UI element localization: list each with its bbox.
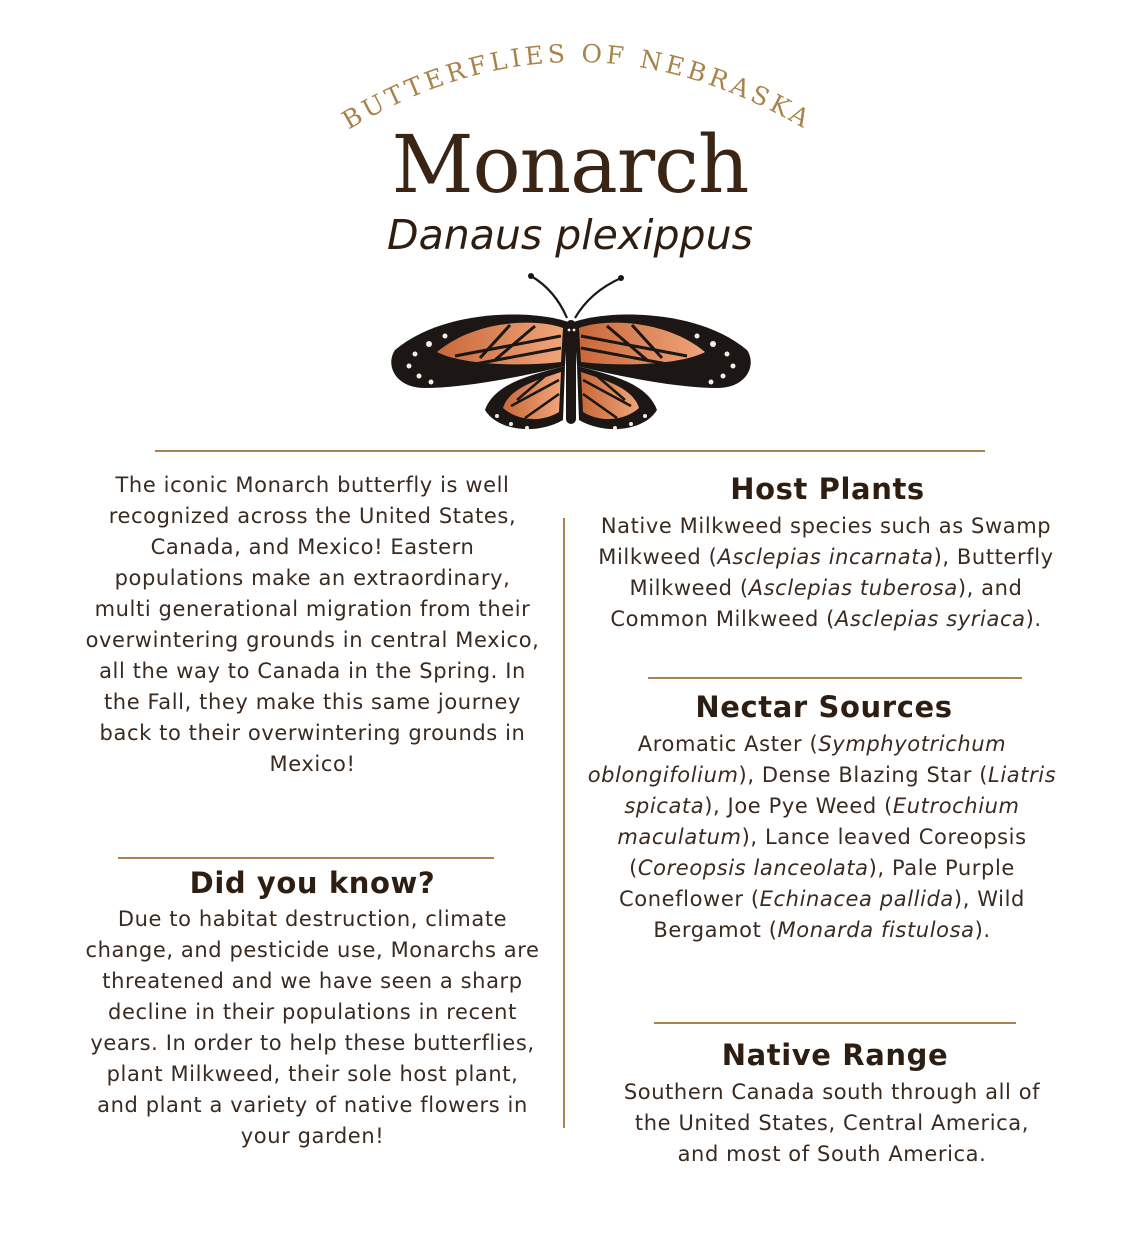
text-run: ), Dense Blazing Star ( — [738, 763, 989, 787]
intro-text: The iconic Monarch butterfly is well recognized across the United States, Canada, and Mexico! Eastern populations make an extraordinary, multi generational migration from their overwintering grounds in central Mexico, all the way to Canada in the Spring. In the Fall, they make this same journey back to their overwintering grounds in Mexico! — [85, 473, 540, 776]
species-name: Symphyotrichum oblongifolium — [587, 732, 1007, 787]
nectar-divider — [648, 677, 1022, 679]
text-run: ), Wild Bergamot ( — [653, 887, 1025, 942]
did-you-know-heading: Did you know? — [189, 866, 436, 900]
native-range-paragraph — [612, 1077, 1052, 1170]
species-name: Echinacea pallida — [759, 887, 954, 911]
text-run: ). — [1025, 607, 1042, 631]
monarch-butterfly-icon — [385, 270, 757, 440]
did-you-know-text: Due to habitat destruction, climate change, and pesticide use, Monarchs are threatened and we have seen a sharp decline in their populations in recent years. In order to help these butterflies, plant Milkweed, their sole host plant, and plant a variety of native flowers in your garden! — [85, 907, 540, 1148]
native-range-heading: Native Range — [721, 1038, 949, 1072]
text-run: ), and Common Milkweed ( — [610, 576, 1023, 631]
host-plants-paragraph — [592, 511, 1060, 635]
native-range-text: Southern Canada south through all of the United States, Central America, and most of South America. — [623, 1080, 1041, 1166]
host-plants-heading: Host Plants — [730, 472, 925, 506]
intro-paragraph — [85, 470, 540, 780]
page-title: Monarch — [391, 118, 749, 211]
nectar-sources-text — [582, 729, 1062, 946]
text-run: ). — [974, 918, 991, 942]
species-name: Liatris spicata — [624, 763, 1057, 818]
species-name: Monarda fistulosa — [777, 918, 975, 942]
species-name: Coreopsis lanceolata — [637, 856, 869, 880]
did-you-know-divider — [118, 857, 494, 859]
text-run: ), Joe Pye Weed ( — [704, 794, 893, 818]
species-name: Eutrochium maculatum — [617, 794, 1020, 849]
scientific-name: Danaus plexippus — [387, 211, 753, 259]
species-name: Asclepias incarnata — [717, 545, 934, 569]
text-run: Native Milkweed species such as Swamp Milkweed ( — [598, 514, 1052, 569]
nectar-sources-heading: Nectar Sources — [695, 690, 953, 724]
text-run: ), Pale Purple Coneflower ( — [619, 856, 1015, 911]
native-range-divider — [654, 1022, 1016, 1024]
species-name: Asclepias tuberosa — [748, 576, 958, 600]
did-you-know-paragraph — [85, 904, 540, 1152]
text-run: ), Lance leaved Coreopsis ( — [629, 825, 1027, 880]
top-divider — [155, 450, 985, 452]
text-run: Aromatic Aster ( — [637, 732, 819, 756]
nectar-sources-paragraph — [582, 729, 1062, 946]
host-plants-text — [592, 511, 1060, 635]
column-divider — [563, 518, 565, 1128]
species-name: Asclepias syriaca — [834, 607, 1026, 631]
text-run: ), Butterfly Milkweed ( — [629, 545, 1054, 600]
series-text: BUTTERFLIES OF NEBRASKA — [337, 38, 818, 136]
